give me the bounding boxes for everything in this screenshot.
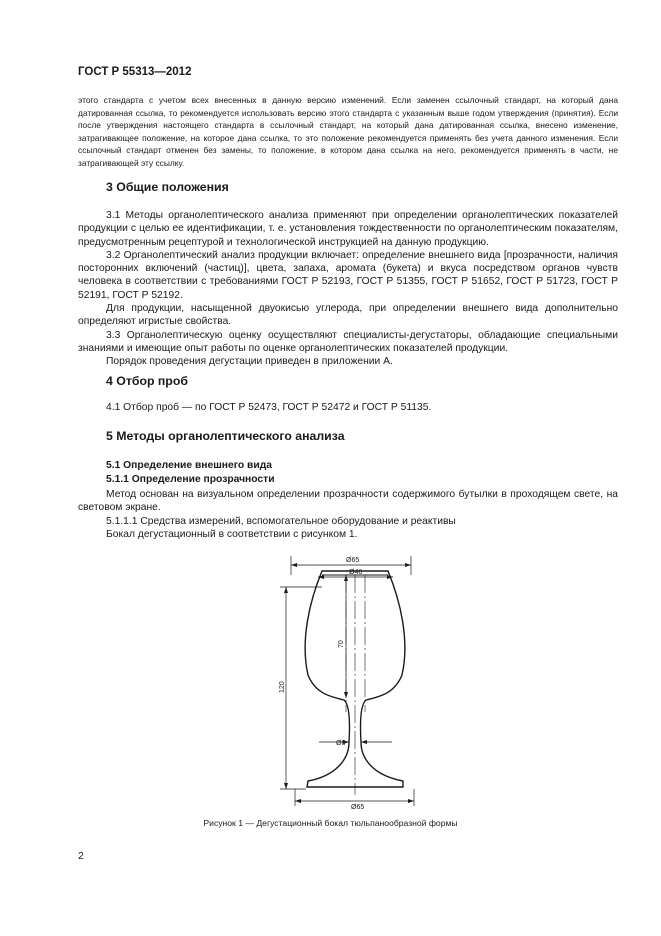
- dimension-mouth-diameter: Ø46: [349, 569, 363, 576]
- figure-caption: Рисунок 1 — Дегустационный бокал тюльпанообразной формы: [203, 818, 458, 828]
- intro-paragraph: этого стандарта с учетом всех внесенных в данную версию изменений. Если заменен ссылочный стандарт, на который дана датированная ссылка, то рекомендуется использовать версию этого стандарта с указанным выше годом утверждения (принятия). Если после утверждения настоящего стандарта в ссылочный стандарт, на который дана датированная ссылка, внесено изменение, затрагивающее положение, на которое дана ссылка, то это положение рекомендуется применять без учета данного изменения. Если ссылочный стандарт отменен без замены, то положение, в котором дана ссылка на него, рекомендуется применять в части, не затрагивающей эту ссылку.: [78, 95, 618, 168]
- dimension-base-diameter: Ø65: [351, 804, 365, 811]
- page-number: 2: [78, 850, 84, 862]
- dimension-stem-diameter: Ø8: [336, 740, 346, 747]
- paragraph-3-3-note: Порядок проведения дегустации приведен в приложении А.: [106, 356, 393, 368]
- dimension-bowl-height: 70: [338, 640, 345, 648]
- paragraph-3-3: 3.3 Органолептическую оценку осуществляют специалисты-дегустаторы, обладающие специальными знаниями и имеющие опыт работы по оценке органолептических показателей продукции.: [78, 329, 618, 354]
- paragraph-4-1: 4.1 Отбор проб — по ГОСТ Р 52473, ГОСТ Р 52472 и ГОСТ Р 51135.: [106, 402, 432, 413]
- document-header: ГОСТ Р 55313—2012: [78, 66, 192, 78]
- section-3-title: 3 Общие положения: [106, 180, 229, 194]
- paragraph-3-1: 3.1 Методы органолептического анализа применяют при определении органолептических показателей продукции с целью ее идентификации, т. е. установления тождественности по органолептическим показателям, предусмотренным рецептурой и технологической инструкцией на данную продукцию.: [78, 210, 618, 248]
- dimension-total-height: 120: [279, 681, 286, 693]
- paragraph-3-2-note: Для продукции, насыщенной двуокисью углерода, при определении внешнего вида дополнительно определяют игристые свойства.: [78, 303, 618, 328]
- section-5-title: 5 Методы органолептического анализа: [106, 429, 345, 443]
- paragraph-glass-ref: Бокал дегустационный в соответствии с рисунком 1.: [106, 528, 358, 540]
- section-4-title: 4 Отбор проб: [106, 374, 188, 388]
- subsection-5-1-title: 5.1 Определение внешнего вида: [106, 460, 272, 471]
- subsection-5-1-1-title: 5.1.1 Определение прозрачности: [106, 474, 275, 485]
- dimension-top-diameter: Ø65: [346, 557, 360, 564]
- paragraph-5-1-1-1: 5.1.1.1 Средства измерений, вспомогательное оборудование и реактивы: [106, 515, 456, 527]
- paragraph-5-1-1: Метод основан на визуальном определении прозрачности содержимого бутылки в проходящем свете, на световом экране.: [78, 489, 618, 514]
- paragraph-3-2: 3.2 Органолептический анализ продукции включает: определение внешнего вида [прозрачности, наличия посторонних включений (частиц)], цвета, запаха, аромата (букета) и вкуса посредством органов чувств человека в соответствии с требованиями ГОСТ Р 52193, ГОСТ Р 51355, ГОСТ Р 51652, ГОСТ Р 51723, ГОСТ Р 52191, ГОСТ Р 52192.: [78, 249, 618, 301]
